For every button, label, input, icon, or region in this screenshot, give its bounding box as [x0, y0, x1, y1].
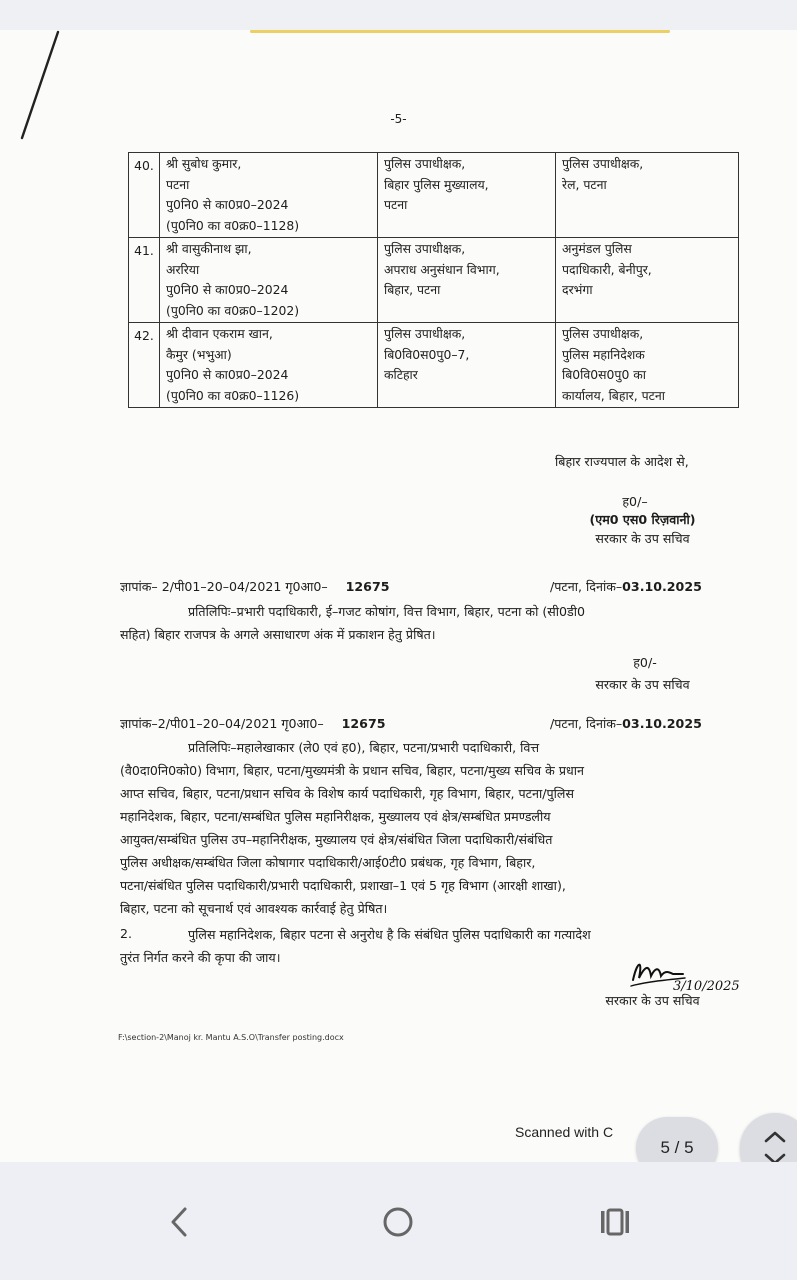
cell-line: पुलिस उपाधीक्षक, — [384, 326, 466, 341]
recents-icon — [598, 1205, 632, 1239]
cell-line: पु0नि0 से का0प्र0–2024 — [166, 367, 289, 382]
back-icon — [165, 1205, 195, 1239]
cell-line: (पु0नि0 का व0क्र0–1202) — [166, 302, 300, 318]
memo2-number: 12675 — [341, 716, 386, 731]
memo2-line: आप्त सचिव, बिहार, पटना/प्रधान सचिव के विशेष कार्य पदाधिकारी, गृह विभाग, बिहार, पटना/पुलिस — [120, 786, 574, 801]
sig1-ha: ह0/– — [622, 494, 648, 509]
memo2-ref — [120, 713, 385, 735]
table-row — [129, 153, 739, 238]
order-line: बिहार राज्यपाल के आदेश से, — [555, 454, 689, 469]
current-post-cell — [378, 238, 556, 323]
memo2-date-value: 03.10.2025 — [622, 716, 702, 731]
memo2-date — [550, 713, 702, 735]
back-button[interactable] — [150, 1197, 210, 1247]
memo1-ref-text: ज्ञापांक– 2/पी01–20–04/2021 गृ0आ0– — [120, 579, 328, 594]
cell-line: श्री दीवान एकराम खान, — [166, 326, 273, 341]
sig1-title: सरकार के उप सचिव — [595, 531, 690, 546]
memo2-line: पटना/संबंधित पुलिस पदाधिकारी/प्रभारी पदाधिकारी, प्रशाखा–1 एवं 5 गृह विभाग (आरक्षी शाखा), — [120, 878, 566, 893]
point2-label: 2. — [120, 926, 133, 941]
new-post-cell — [556, 323, 739, 408]
sig2-title: सरकार के उप सचिव — [595, 677, 690, 692]
transfer-table — [128, 152, 739, 408]
memo1-date-value: 03.10.2025 — [622, 579, 702, 594]
cell-line: अररिया — [166, 261, 200, 277]
cell-line: पु0नि0 से का0प्र0–2024 — [166, 282, 289, 297]
handwritten-date: 3/10/2025 — [673, 979, 740, 994]
cell-line: रेल, पटना — [562, 176, 607, 192]
top-status-area — [0, 0, 797, 30]
point2-line: पुलिस महानिदेशक, बिहार पटना से अनुरोध है कि संबंधित पुलिस पदाधिकारी का गत्यादेश — [188, 927, 591, 942]
cell-line: श्री वासुकीनाथ झा, — [166, 241, 252, 256]
cell-line: कार्यालय, बिहार, पटना — [562, 387, 665, 403]
current-post-cell — [378, 153, 556, 238]
cell-line: पुलिस उपाधीक्षक, — [384, 156, 466, 171]
sig2-ha: ह0/- — [633, 655, 657, 670]
sig3-title: सरकार के उप सचिव — [605, 993, 700, 1008]
recents-button[interactable] — [585, 1197, 645, 1247]
home-button[interactable] — [368, 1197, 428, 1247]
new-post-cell — [556, 153, 739, 238]
cell-line: पटना — [166, 176, 190, 192]
memo2-line: आयुक्त/सम्बंधित पुलिस उप–महानिरीक्षक, मुख्यालय एवं क्षेत्र/संबंधित जिला पदाधिकारी/संबंधित — [120, 832, 553, 847]
cell-line: पुलिस उपाधीक्षक, — [562, 326, 644, 341]
memo2-line: पुलिस अधीक्षक/सम्बंधित जिला कोषागार पदाधिकारी/आई0टी0 प्रबंधक, गृह विभाग, बिहार, — [120, 855, 536, 870]
officer-cell — [160, 238, 378, 323]
sig1-name: (एम0 एस0 रिज़वानी) — [589, 512, 696, 527]
cell-line: कैमुर (भभुआ) — [166, 346, 232, 362]
table-row — [129, 323, 739, 408]
cell-line: दरभंगा — [562, 282, 593, 297]
cell-line: (पु0नि0 का व0क्र0–1128) — [166, 217, 300, 233]
scanner-watermark: Scanned with C — [515, 1124, 614, 1140]
row-number: 42. — [129, 323, 160, 408]
cell-line: कटिहार — [384, 367, 418, 382]
cell-line: पुलिस उपाधीक्षक, — [384, 241, 466, 256]
cell-line: बिहार, पटना — [384, 282, 441, 297]
cell-line: पु0नि0 से का0प्र0–2024 — [166, 197, 289, 212]
memo1-text-line: प्रतिलिपिः–प्रभारी पदाधिकारी, ई–गजट कोषांग, वित्त विभाग, बिहार, पटना को (सी0डी0 — [188, 604, 586, 619]
memo1-ref — [120, 576, 389, 598]
memo1-date-label: /पटना, दिनांक– — [550, 579, 623, 594]
row-number: 40. — [129, 153, 160, 238]
memo1-date — [550, 576, 702, 598]
memo2-date-label: /पटना, दिनांक– — [550, 716, 623, 731]
pen-stroke-mark — [0, 30, 80, 150]
row-number: 41. — [129, 238, 160, 323]
home-icon — [381, 1205, 415, 1239]
page-indicator: 5 / 5 — [636, 1117, 718, 1179]
memo2-line: प्रतिलिपिः–महालेखाकार (ले0 एवं ह0), बिहार, पटना/प्रभारी पदाधिकारी, वित्त — [188, 740, 540, 755]
cell-line: पुलिस महानिदेशक — [562, 346, 645, 362]
table-row — [129, 238, 739, 323]
cell-line: पटना — [384, 197, 408, 212]
memo2-line: महानिदेशक, बिहार, पटना/सम्बंधित पुलिस महानिरीक्षक, मुख्यालय एवं क्षेत्र/सम्बंधित प्रमण्डलीय — [120, 809, 551, 824]
memo2-line: बिहार, पटना को सूचनार्थ एवं आवश्यक कार्रवाई हेतु प्रेषित। — [120, 901, 388, 916]
page-number: -5- — [390, 112, 407, 126]
point2-line: तुरंत निर्गत करने की कृपा की जाय। — [120, 950, 281, 965]
document-page[interactable] — [0, 30, 797, 1162]
memo1-text-line: सहित) बिहार राजपत्र के अगले असाधारण अंक में प्रकाशन हेतु प्रेषित। — [120, 627, 436, 642]
system-nav-bar — [0, 1162, 797, 1280]
current-post-cell — [378, 323, 556, 408]
cell-line: पुलिस उपाधीक्षक, — [562, 156, 644, 171]
officer-cell — [160, 153, 378, 238]
new-post-cell — [556, 238, 739, 323]
cell-line: बि0वि0स0पु0–7, — [384, 346, 470, 362]
cell-line: बिहार पुलिस मुख्यालय, — [384, 176, 489, 192]
memo2-line: (वै0दा0नि0को0) विभाग, बिहार, पटना/मुख्यमंत्री के प्रधान सचिव, बिहार, पटना/मुख्य सचिव के प्रधान — [120, 763, 584, 778]
file-path: F:\section-2\Manoj kr. Mantu A.S.O\Transfer posting.docx — [118, 1033, 344, 1042]
highlight-mark — [250, 30, 670, 33]
cell-line: पदाधिकारी, बेनीपुर, — [562, 261, 652, 277]
cell-line: अपराध अनुसंधान विभाग, — [384, 261, 500, 277]
memo2-ref-text: ज्ञापांक–2/पी01–20–04/2021 गृ0आ0– — [120, 716, 324, 731]
cell-line: बि0वि0स0पु0 का — [562, 367, 646, 382]
cell-line: अनुमंडल पुलिस — [562, 241, 632, 256]
cell-line: श्री सुबोध कुमार, — [166, 156, 242, 171]
cell-line: (पु0नि0 का व0क्र0–1126) — [166, 387, 300, 403]
officer-cell — [160, 323, 378, 408]
memo1-number: 12675 — [345, 579, 390, 594]
